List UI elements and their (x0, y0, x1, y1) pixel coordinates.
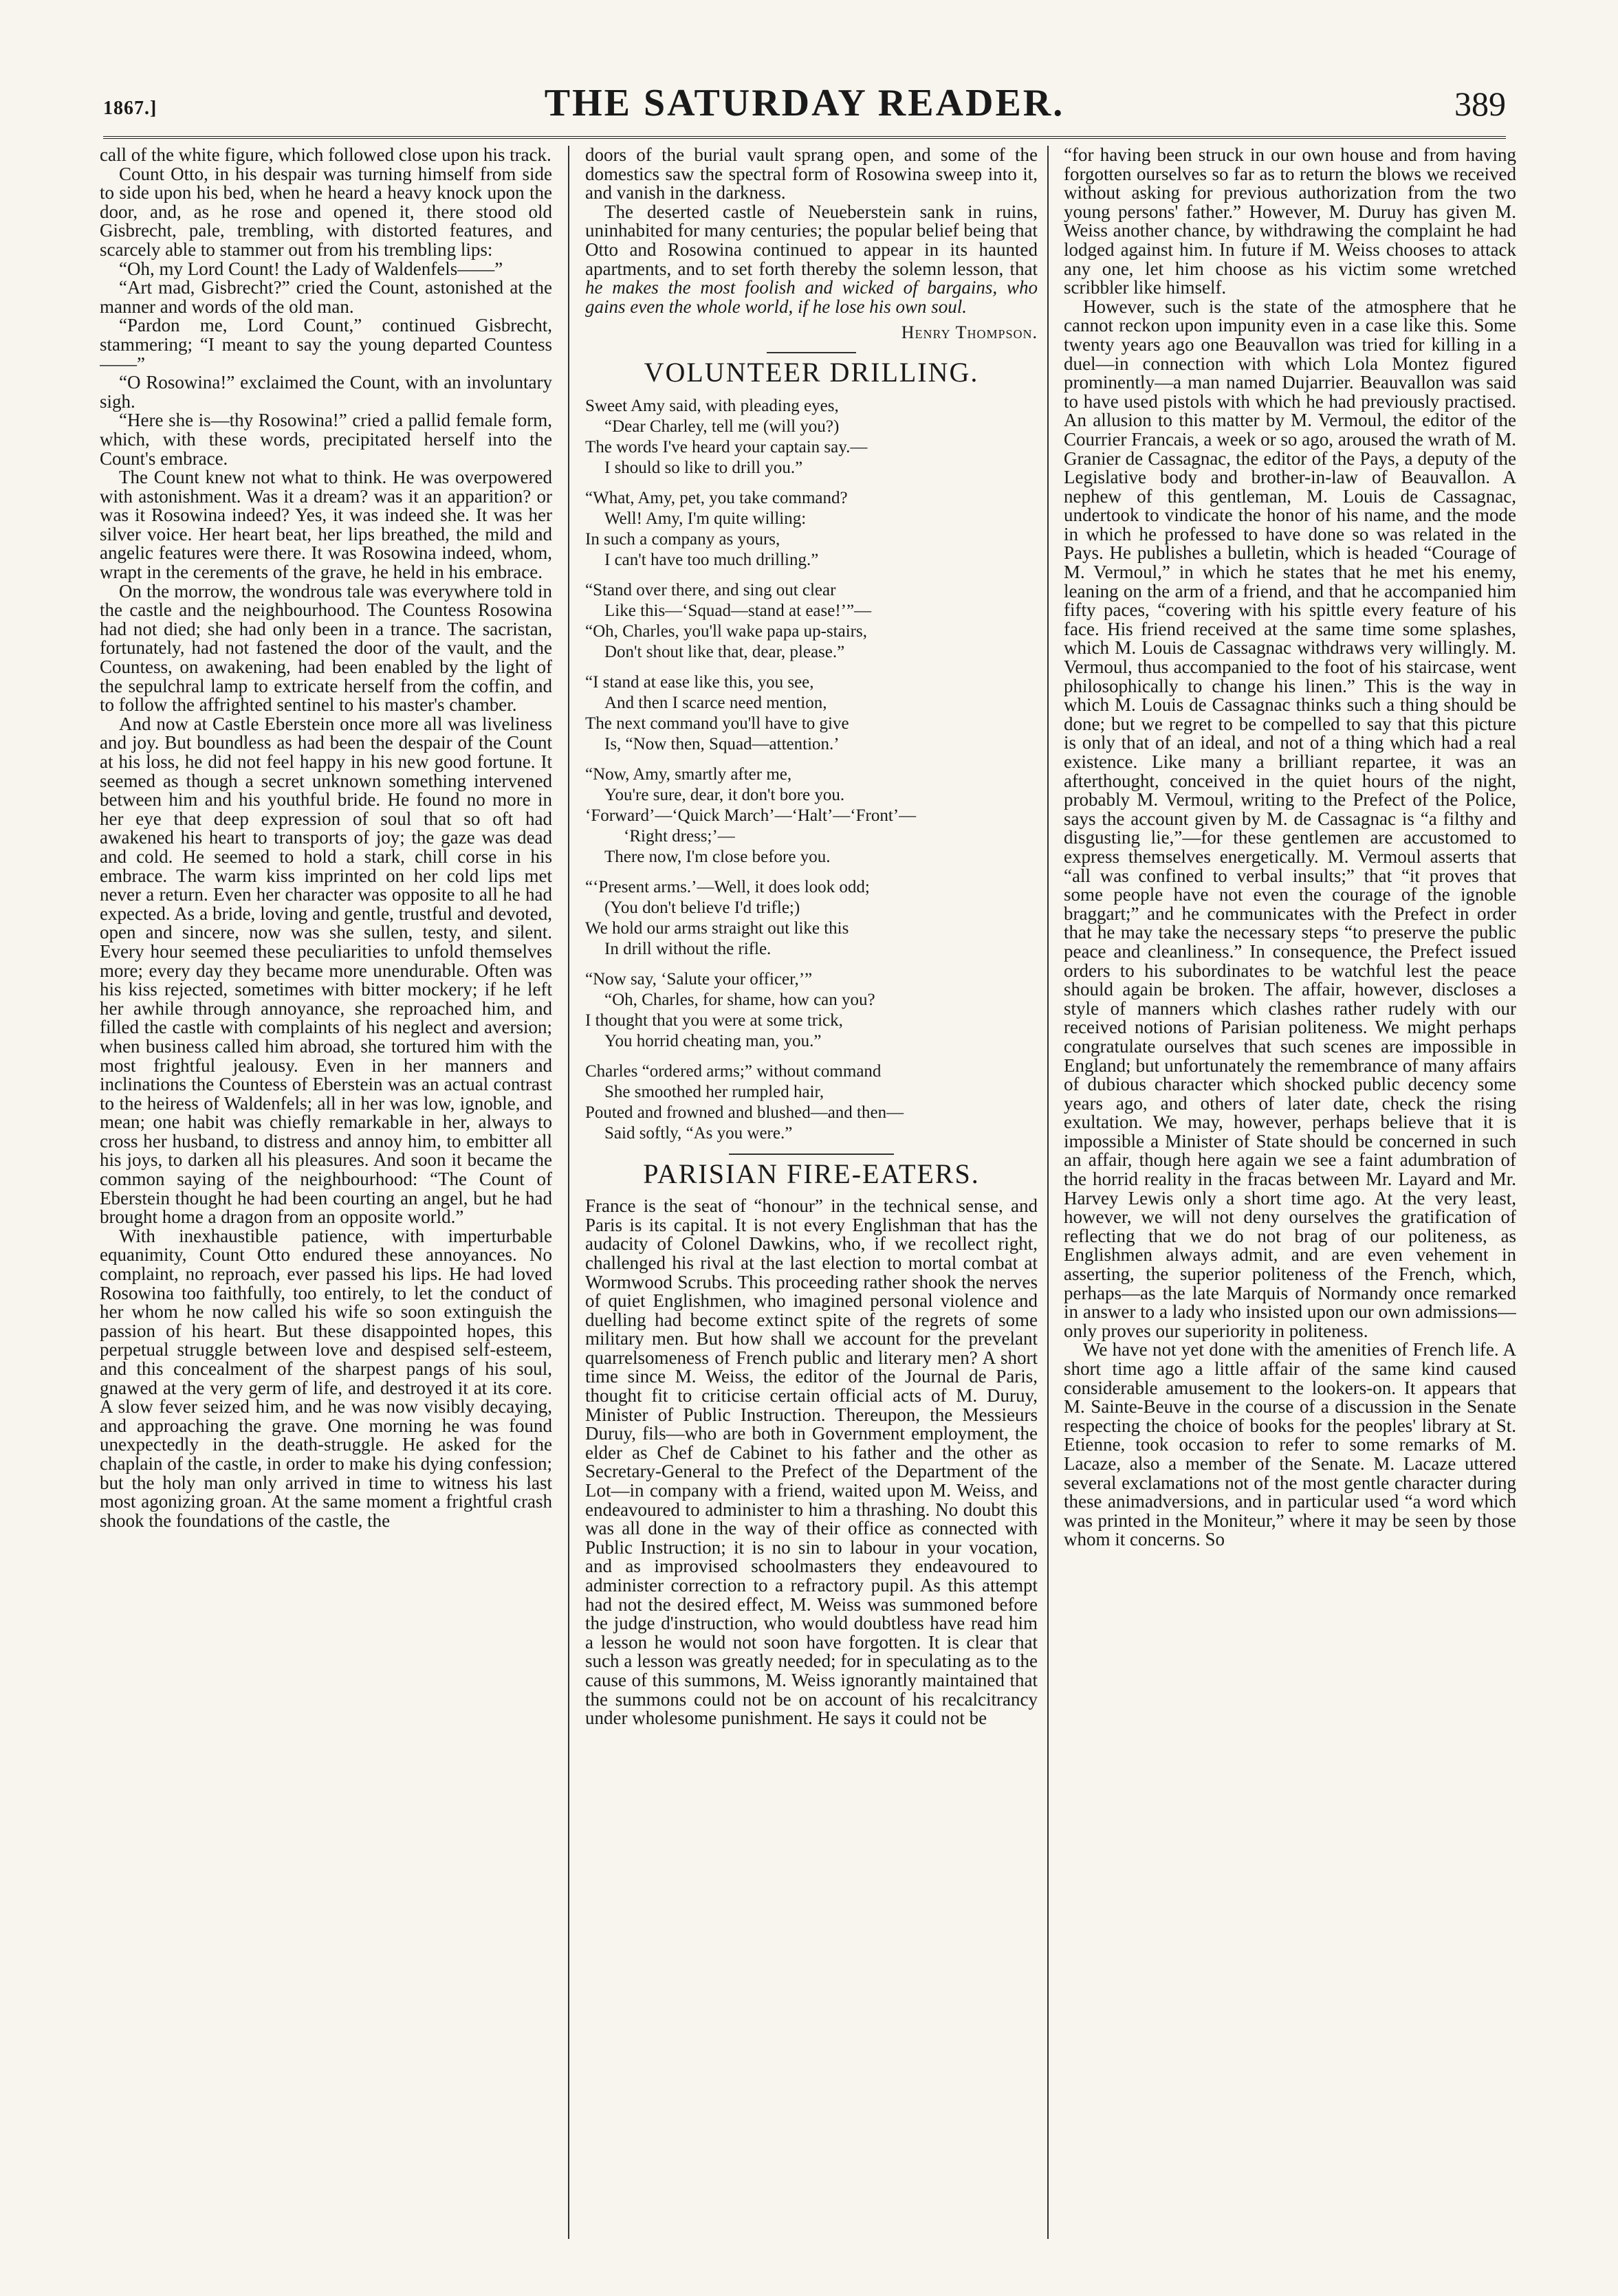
poem-line: In drill without the rifle. (604, 939, 772, 958)
poem-line: She smoothed her rumpled hair, (604, 1082, 824, 1101)
poem-line: “I stand at ease like this, you see, (585, 672, 814, 692)
paragraph: Count Otto, in his despair was turning himself from side to side upon his bed, when he heard a heavy knock upon the door, and, as he rose and opened it, there stood old Gisbrecht, pale, trembling, with distorted features, and scarcely able to stammer out from his trembling lips: (100, 163, 552, 260)
paragraph (585, 203, 1038, 317)
poem-line: Charles “ordered arms;” without command (585, 1061, 882, 1081)
story-moral: he makes the most foolish and wicked of bargains, who gains even the whole world, if he lose his own soul. (585, 277, 1038, 317)
paragraph: With inexhaustible patience, with imperturbable equanimity, Count Otto endured these annoyances. No complaint, no reproach, ever passed his lips. He had loved Rosowina too faithfully, too entirely, to let the conduct of her whom he now called his wife so soon extinguish the passion of his heart. But these disappointed hopes, this perpetual struggle between love and despised self-esteem, and this concealment of the sharpest pangs of his soul, gnawed at the very germ of life, and destroyed it at its core. A slow fever seized him, and he was now visibly decaying, and approaching the grave. One morning he was found unexpectedly in the death-struggle. He asked for the chaplain of the castle, in order to make his dying confession; but the holy man only arrived in time to witness his last most agonizing groan. At the same moment a frightful crash shook the foundations of the castle, the (100, 1225, 552, 1531)
poem-line: Don't shout like that, dear, please.” (604, 642, 845, 661)
poem-line: Sweet Amy said, with pleading eyes, (585, 396, 839, 415)
poem-line: ‘Right dress;’— (624, 826, 735, 846)
paragraph: call of the white figure, which followed close upon his track. (100, 146, 551, 165)
poem-line: “Dear Charley, tell me (will you?) (604, 417, 840, 436)
header-year: 1867.] (103, 98, 157, 119)
poem-stanza (585, 580, 1038, 663)
poem-stanza (585, 396, 1038, 478)
poem-line: There now, I'm close before you. (604, 847, 831, 866)
paragraph: “O Rosowina!” exclaimed the Count, with an involuntary sigh. (100, 372, 552, 412)
paragraph: “Here she is—thy Rosowina!” cried a pallid female form, which, with these words, precipitated herself into the Count's embrace. (100, 410, 552, 469)
paragraph: “Art mad, Gisbrecht?” cried the Count, astonished at the manner and words of the old man. (100, 277, 552, 317)
paragraph: “for having been struck in our own house and from having forgotten ourselves so far as to return the blows we received without asking for previous authorization from the two young persons' father.” However, M. Duruy has given M. Weiss another chance, by withdrawing the complaint he had lodged against him. In future if M. Weiss chooses to attack any one, let him choose as his victim some wretched scribbler like himself. (1064, 146, 1516, 298)
poem-stanza (585, 488, 1038, 571)
poem-line: You horrid cheating man, you.” (604, 1031, 822, 1050)
column-divider (568, 146, 569, 2239)
poem-line: Like this—‘Squad—stand at ease!’”— (604, 601, 872, 620)
poem-line: Said softly, “As you were.” (604, 1123, 793, 1143)
section-rule (767, 352, 856, 353)
poem-line: We hold our arms straight out like this (585, 918, 849, 938)
poem-line: In such a company as yours, (585, 529, 780, 549)
poem-stanza (585, 877, 1038, 960)
poem-line: You're sure, dear, it don't bore you. (604, 785, 845, 804)
poem-line: The next command you'll have to give (585, 714, 849, 733)
publication-title: THE SATURDAY READER. (544, 82, 1065, 124)
page-header (103, 81, 1506, 136)
author-signature: Henry Thompson. (901, 322, 1038, 343)
paragraph: The Count knew not what to think. He was overpowered with astonishment. Was it a dream? was it an apparition? or was it Rosowina indeed? Yes, it was indeed she. It was her silver voice. Her heart beat, her lips breathed, the mild and angelic features were there. It was Rosowina indeed, whom, wrapt in the cerements of the grave, he held in his embrace. (100, 467, 552, 583)
poem-line: Is, “Now then, Squad—attention.’ (604, 734, 840, 753)
poem-line: (You don't believe I'd trifle;) (604, 898, 800, 917)
column-3 (1064, 146, 1516, 2242)
poem-stanza (585, 1061, 1038, 1144)
poem-stanza (585, 764, 1038, 868)
poem-title: VOLUNTEER DRILLING. (644, 356, 979, 388)
poem-line: I thought that you were at some trick, (585, 1011, 843, 1030)
poem-line: Well! Amy, I'm quite willing: (604, 509, 807, 528)
poem-line: “‘Present arms.’—Well, it does look odd; (585, 877, 870, 896)
poem-line: “Oh, Charles, for shame, how can you? (604, 990, 875, 1009)
column-divider (1047, 146, 1049, 2239)
paragraph: However, such is the state of the atmosphere that he cannot reckon upon impunity even in a case like this. Some twenty years ago one Beauvallon was tried for killing in a duel—in connection with which Lola Montez figured prominently—a man named Dujarrier. Beauvallon was said to have used pistols with which he had previously practised. An allusion to this matter by M. Vermoul, the editor of the Courrier Francais, a week or so ago, aroused the wrath of M. Granier de Cassagnac, the editor of the Pays, a deputy of the Legislative body and brother-in-law of Beauvallon. A nephew of this gentleman, M. Louis de Cassagnac, undertook to vindicate the honor of his name, and the mode in which he professed to have done so was related in the Pays. He publishes a bulletin, which is headed “Courage of M. Vermoul,” in which he states that he met his enemy, leaning on the arm of a friend, and that he accompanied him fifty paces, “covering with his spittle every feature of his face. His friend received at the same time some splashes, which M. Louis de Cassagnac withdraws very willingly. M. Vermoul, thus accompanied to the foot of his staircase, went philosophically to change his linen.” This is the way in which M. Louis de Cassagnac thinks such a thing should be done; but we regret to be compelled to say that this picture is only that of an ideal, and not of a thing which had a real existence. Like many a brilliant repartee, it was an afterthought, conceived in the quiet hours of the night, probably M. Vermoul, writing to the Prefect of the Police, says the account given by M. de Cassagnac is “a filthy and disgusting lie,”—for these gentlemen are accustomed to express themselves energetically. M. Vermoul asserts that “all was confined to verbal insults;” that “it proves that some people have not even the courage of the ignoble braggart;” and he communicates with the Prefect in order that he may take the necessary steps “to preserve the public peace and cleanliness.” In consequence, the Prefect issued orders to his subordinates to be watchful lest the peace should again be broken. The affair, however, discloses a style of manners which clashes rather rudely with our received notions of Parisian politeness. We might perhaps congratulate ourselves that such scenes are impossible in England; but unfortunately the remembrance of many affairs of dubious character which shocked public decency some years ago, and others of later date, check the rising exultation. We may, however, perhaps believe that it is impossible a Minister of State should be concerned in such an affair, though here again we see a faint adumbration of the horrid reality in the fracas between Mr. Layard and Mr. Harvey Lewis only a short time ago. At the very least, however, we will not deny ourselves the gratification of reflecting that we do not brag of our politeness, as Englishmen always admit, and are even vehement in asserting, the superior politeness of the French, which, perhaps—as the late Marquis of Normandy once remarked in answer to a lady who insisted upon our own admissions—only proves our superiority in politeness. (1064, 296, 1516, 1341)
poem (585, 396, 1038, 1144)
poem-line: ‘Forward’—‘Quick March’—‘Halt’—‘Front’— (585, 806, 917, 825)
header-rule (103, 136, 1506, 143)
poem-line: “Now say, ‘Salute your officer,’” (585, 969, 813, 989)
paragraph: We have not yet done with the amenities of French life. A short time ago a little affair of the same kind caused considerable amusement to the lookers-on. It appears that M. Sainte-Beuve in the course of a discussion in the Senate respecting the choice of books for the peoples' library at St. Etienne, took occasion to refer to some remarks of M. Lacaze, also a member of the Senate. M. Lacaze uttered several exclamations not of the most gentle character during these animadversions, and in particular used “a word which was printed in the Moniteur,” where it may be seen by those whom it concerns. So (1064, 1339, 1516, 1550)
page-number: 389 (1454, 85, 1506, 123)
paragraph: On the morrow, the wondrous tale was everywhere told in the castle and the neighbourhood. The Countess Rosowina had not died; she had only been in a trance. The sacristan, fortunately, had not fastened the door of the vault, and the Countess, on awakening, had been enabled by the light of the sepulchral lamp to extricate herself from the coffin, and to follow the affrighted sentinel to his master's chamber. (100, 580, 552, 716)
poem-line: And then I scarce need mention, (604, 693, 827, 712)
paragraph: “Oh, my Lord Count! the Lady of Waldenfels——” (119, 258, 503, 279)
story-moral-lead: The deserted castle of Neueberstein sank in ruins, uninhabited for many centuries; the popular belief being that Otto and Rosowina continued to appear in its haunted apartments, and to set forth thereby the solemn lesson, that (585, 201, 1038, 279)
article-title: PARISIAN FIRE-EATERS. (643, 1158, 980, 1189)
poem-line: “Oh, Charles, you'll wake papa up-stairs, (585, 621, 867, 641)
poem-stanza (585, 672, 1038, 755)
poem-line: I can't have too much drilling.” (604, 550, 819, 569)
paragraph: “Pardon me, Lord Count,” continued Gisbrecht, stammering; “I meant to say the young departed Countess——” (100, 315, 552, 374)
paragraph: doors of the burial vault sprang open, and some of the domestics saw the spectral form of Rosowina sweep into it, and vanish in the darkness. (585, 146, 1038, 203)
poem-line: “What, Amy, pet, you take command? (585, 488, 848, 507)
section-rule (729, 1153, 894, 1155)
poem-line: “Now, Amy, smartly after me, (585, 764, 792, 784)
poem-line: “Stand over there, and sing out clear (585, 580, 836, 599)
column-1 (100, 146, 552, 2242)
poem-line: I should so like to drill you.” (604, 458, 803, 477)
paragraph: And now at Castle Eberstein once more all was liveliness and joy. But boundless as had been the despair of the Count at his loss, he did not feel happy in his new good fortune. It seemed as though a secret unknown something intervened between him and his youthful bride. He found no more in her eye that deep expression of soul that so oft had awakened his heart to transports of joy; the gaze was dead and cold. He seemed to hold a stark, chill corse in his embrace. The warm kiss imprinted on her cold lips met never a return. Even her character was opposite to all he had expected. As a bride, loving and gentle, trustful and devoted, open and sincere, now was she sullen, testy, and silent. Every hour seemed these peculiarities to unfold themselves more; every day they became more unendurable. Often was his kiss rejected, sometimes with bitter mockery; if he left her awhile through annoyance, she reproached him, and filled the castle with complaints of his neglect and aversion; when business called him abroad, she tortured him with the most frightful jealousy. Even in her manners and inclinations the Countess of Eberstein was an actual contrast to the heiress of Waldenfels; all in her was low, ignoble, and mean; one habit was chiefly remarkable in her, always to cross her husband, to distress and annoy him, to embitter all his joys, to darken all his pleasures. And soon it became the common saying of the neighbourhood: “The Count of Eberstein thought he had been courting an angel, but he had brought home a dragon from an opposite world.” (100, 713, 552, 1228)
column-2 (585, 146, 1038, 2242)
poem-stanza (585, 969, 1038, 1052)
paragraph: France is the seat of “honour” in the technical sense, and Paris is its capital. It is not every Englishman that has the audacity of Colonel Dawkins, who, if we recollect right, challenged his rival at the last election to mortal combat at Wormwood Scrubs. This proceeding rather shook the nerves of quiet Englishmen, who imagined personal violence and duelling had become extinct spite of the regrets of some military men. But how shall we account for the prevelant quarrelsomeness of French public and literary men? A short time since M. Weiss, the editor of the Journal de Paris, thought fit to criticise certain official acts of M. Duruy, Minister of Public Instruction. Thereupon, the Messieurs Duruy, fils—who are both in Government employment, the elder as Chef de Cabinet to his father and the other as Secretary-General to the Prefect of the Department of the Lot—in company with a friend, waited upon M. Weiss, and endeavoured to administer to him a thrashing. No doubt this was all done in the way of their office as connected with Public Instruction; it is no sin to labour in your vocation, and as improvised schoolmasters they endeavoured to administer correction to a refractory pupil. As this attempt had not the desired effect, M. Weiss was summoned before the judge d'instruction, who would doubtless have read him a lesson he would not soon have forgotten. It is clear that such a lesson was greatly needed; for in speculating as to the cause of this summons, M. Weiss ignorantly maintained that the summons could not be on account of his recalcitrancy under wholesome punishment. He says it could not be (585, 1195, 1038, 1729)
poem-line: The words I've heard your captain say.— (585, 437, 868, 456)
poem-line: Pouted and frowned and blushed—and then— (585, 1103, 904, 1122)
